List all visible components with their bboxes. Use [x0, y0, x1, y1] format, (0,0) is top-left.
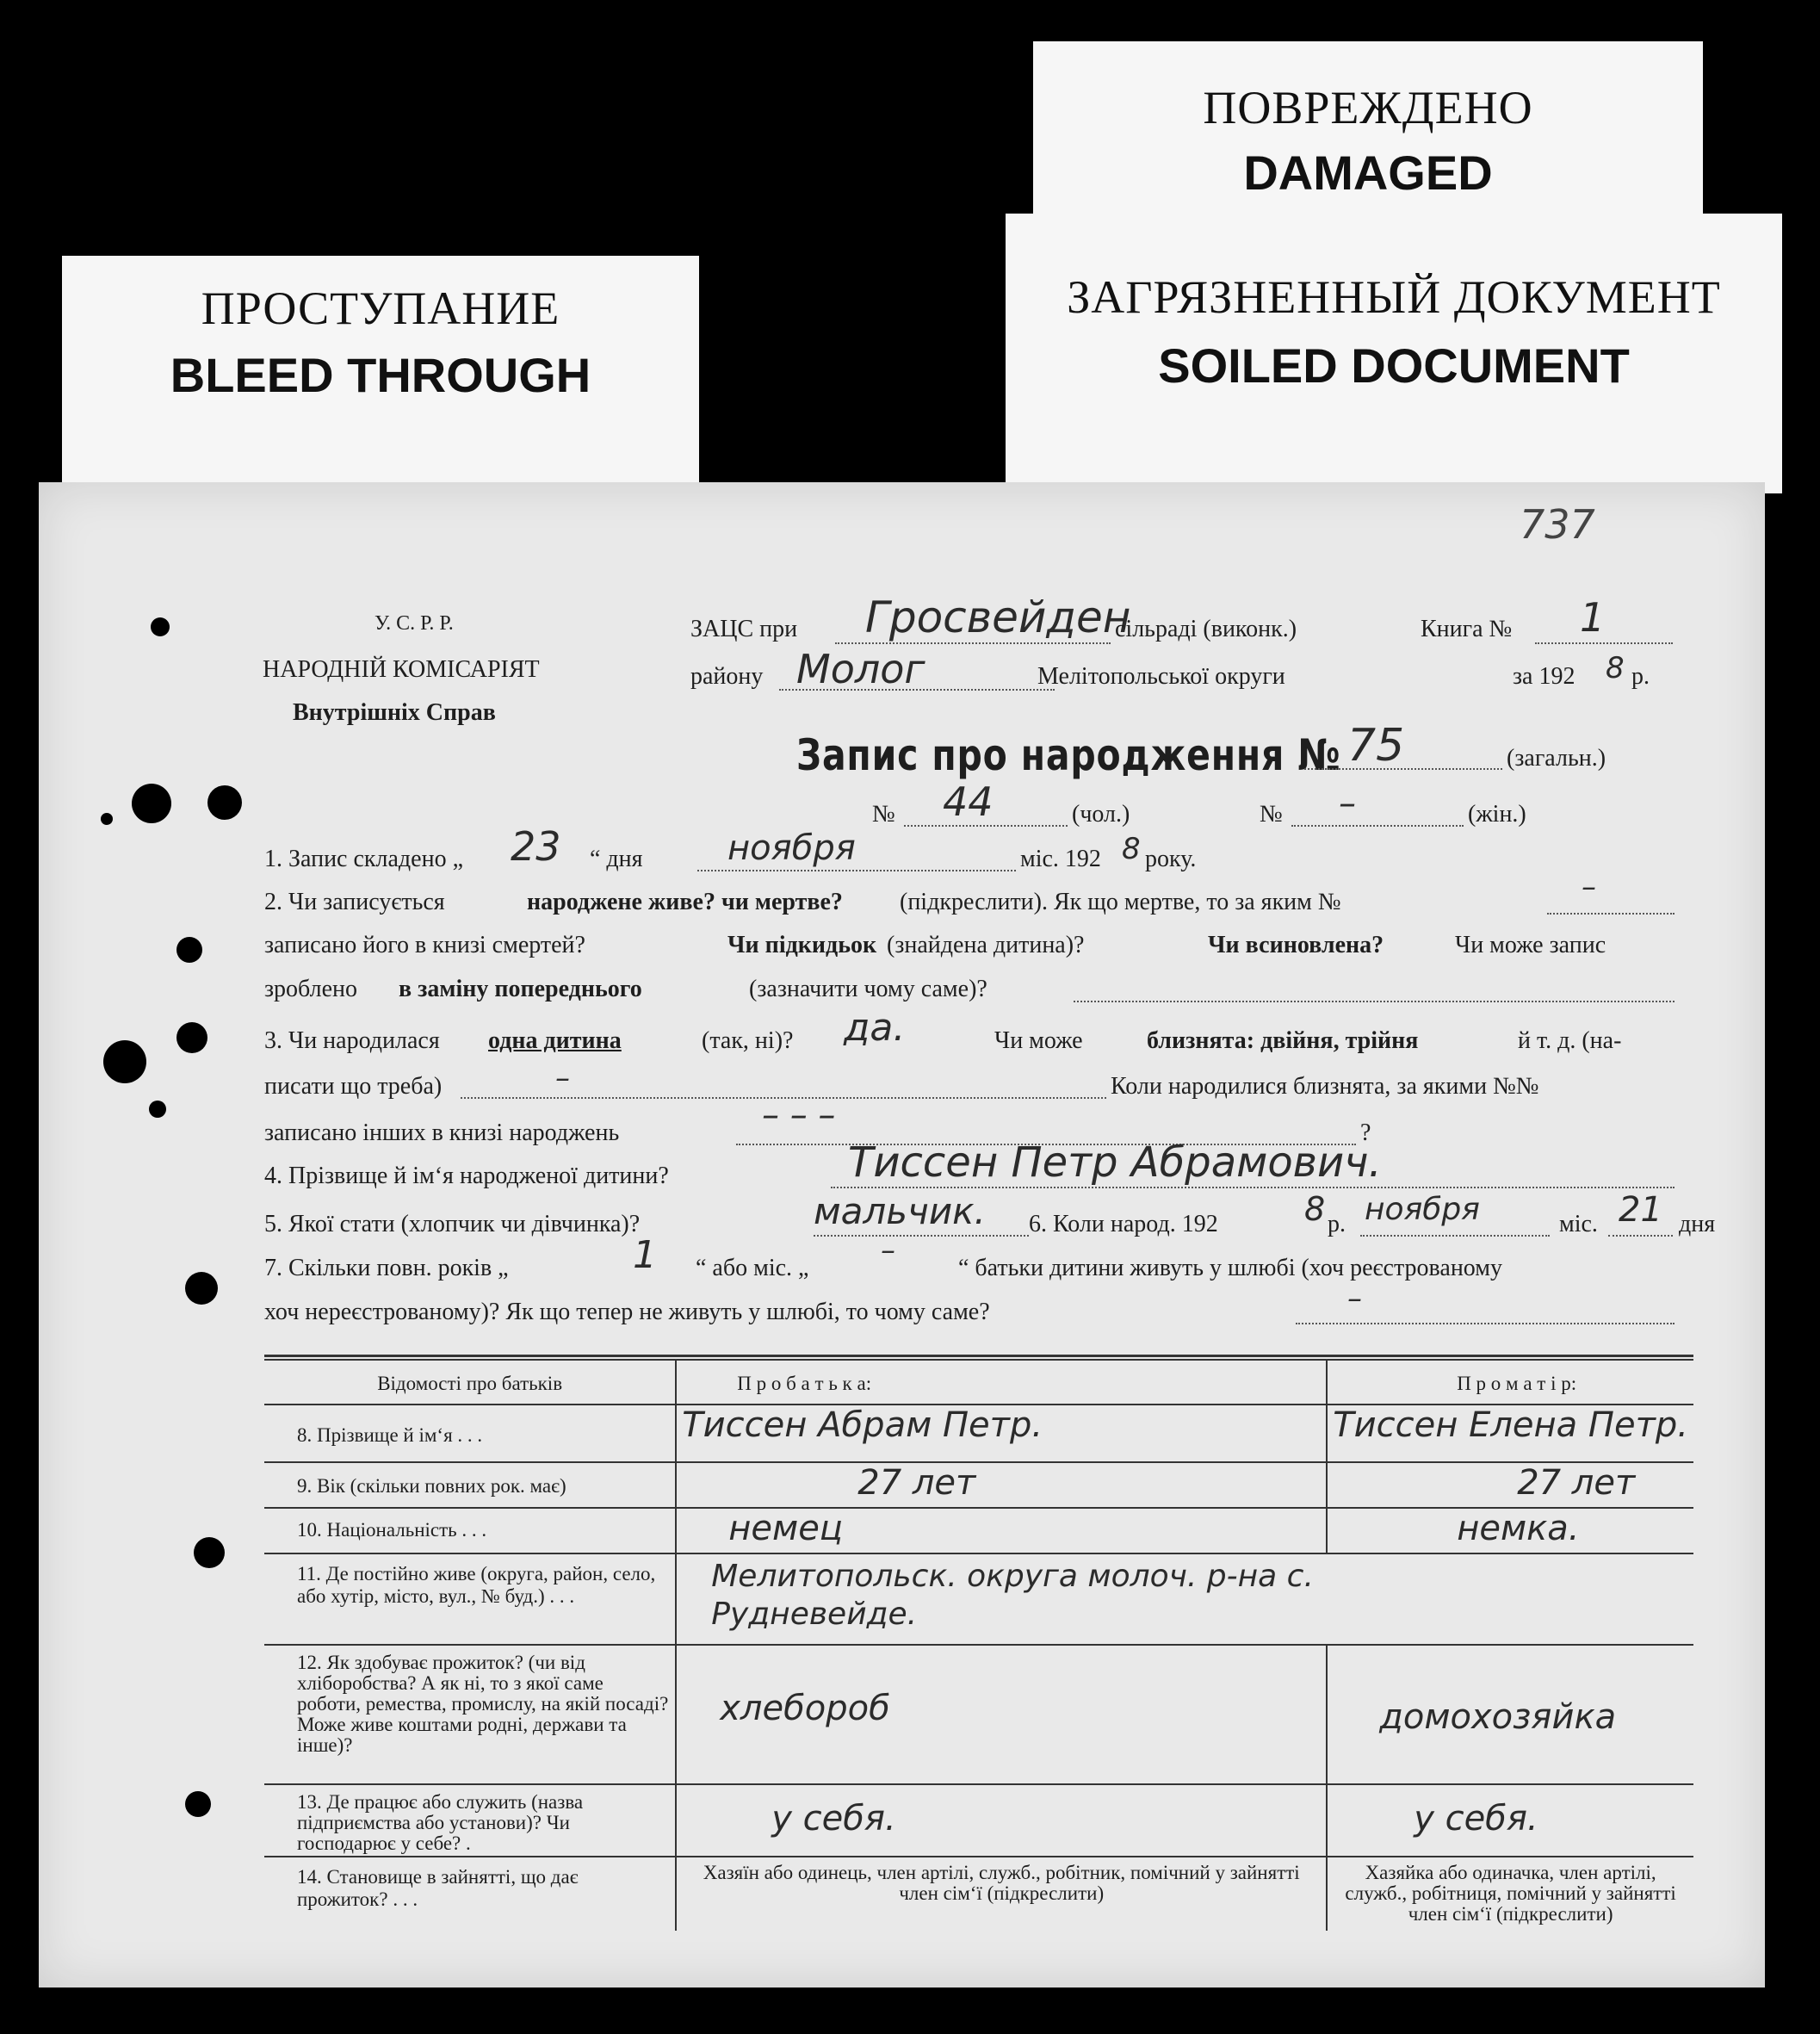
- record-title: Запис про народження №: [796, 730, 1341, 780]
- table-row: [264, 1645, 1693, 1784]
- q3-handwritten: да.: [844, 1006, 906, 1050]
- q6-year-handwritten: 8: [1304, 1190, 1326, 1228]
- q3-line2-handwritten: –: [555, 1061, 570, 1095]
- zags-suffix: сільраді (виконк.): [1115, 616, 1297, 642]
- punch-hole: [185, 1272, 218, 1305]
- q1-year-prefix: міс. 192: [1020, 846, 1101, 872]
- q3-tail: й т. д. (на-: [1518, 1027, 1622, 1054]
- father-workplace-handwritten: у себя.: [771, 1799, 896, 1839]
- header-usrr: У. С. Р. Р.: [375, 612, 454, 635]
- q2-live-or-dead: народжене живе? чи мертве?: [527, 889, 843, 915]
- q2-line3-a: зроблено: [264, 976, 357, 1002]
- q3-yes-no: (так, ні)?: [702, 1027, 794, 1054]
- punch-hole: [101, 813, 113, 825]
- female-number-handwritten: –: [1339, 784, 1356, 823]
- q4-child-name-handwritten: Тиссен Петр Абрамович.: [848, 1138, 1382, 1187]
- label-soiled-ru: ЗАГРЯЗНЕННЫЙ ДОКУМЕНТ: [1067, 271, 1721, 323]
- male-no: №: [872, 801, 895, 828]
- q7-tail: “ батьки дитини живуть у шлюбі (хоч реєстрованому: [958, 1255, 1502, 1281]
- q3-line2-a: писати що треба): [264, 1073, 443, 1100]
- q3-label: 3. Чи народилася: [264, 1027, 440, 1054]
- row-label-age: 9. Вік (скільки повних рок. має): [264, 1462, 676, 1508]
- label-damaged: [1033, 41, 1703, 224]
- year-handwritten: 8: [1606, 651, 1625, 685]
- row-label-workplace: 13. Де працює або служить (назва підприємства або установи)? Чи господарює у себе? .: [264, 1784, 676, 1857]
- q6-label: 6. Коли народ. 192: [1029, 1211, 1218, 1237]
- page-number-handwritten: 737: [1520, 501, 1595, 548]
- father-livelihood-handwritten: хлебороб: [720, 1689, 890, 1728]
- col-header-father: П р о б а т ь к а:: [676, 1360, 1327, 1405]
- mother-age-handwritten: 27 лет: [1517, 1463, 1636, 1503]
- q2-line2-a: записано його в книзі смертей?: [264, 932, 585, 958]
- female-label: (жін.): [1468, 801, 1526, 828]
- q6-day-handwritten: 21: [1619, 1190, 1662, 1230]
- punch-hole: [103, 1040, 146, 1083]
- record-total-label: (загальн.): [1507, 745, 1606, 772]
- q6-day-label: дня: [1679, 1211, 1716, 1237]
- table-row: [264, 1405, 1693, 1462]
- q2-foundling-note: (знайдена дитина)?: [887, 932, 1085, 958]
- mother-livelihood-handwritten: домохозяйка: [1379, 1697, 1617, 1737]
- q7-months-label: “ або міс. „: [696, 1255, 809, 1281]
- record-number-handwritten: 75: [1347, 720, 1405, 772]
- q7-label: 7. Скільки повн. років „: [264, 1255, 509, 1281]
- dotted-line: [697, 870, 1016, 871]
- q4-label: 4. Прізвище й ім‘я народженої дитини?: [264, 1163, 669, 1189]
- q1-day-handwritten: 23: [511, 823, 561, 870]
- label-soiled-en: SOILED DOCUMENT: [1158, 338, 1630, 393]
- residence-handwritten: Мелитопольск. округа молоч. р-на с. Рудневейде.: [711, 1559, 1314, 1632]
- q2-foundling: Чи підкидьок: [727, 932, 877, 958]
- col-header-mother: П р о м а т і р:: [1327, 1360, 1693, 1405]
- label-bleed-through: [62, 256, 699, 493]
- dotted-line: [831, 1187, 1675, 1188]
- q1-year-handwritten: 8: [1122, 832, 1141, 866]
- col-header-info: Відомості про батьків: [264, 1360, 676, 1405]
- table-row: [264, 1784, 1693, 1857]
- okruga: Мелітопольської округи: [1037, 663, 1285, 690]
- dotted-line: [1291, 825, 1464, 827]
- punch-hole: [185, 1791, 211, 1817]
- father-position-options: Хазяїн або одинець, член артілі, служб., робітник, помічний у зайнятті член сім‘ї (підкреслити): [676, 1857, 1327, 1931]
- q2-adopted: Чи всиновлена?: [1208, 932, 1384, 958]
- q3-maybe: Чи може: [994, 1027, 1083, 1054]
- header-dept: Внутрішніх Справ: [293, 699, 496, 726]
- parents-table: [264, 1359, 1693, 1931]
- q3-twins: близнята: двійня, трійня: [1147, 1027, 1419, 1054]
- q1-label: 1. Запис складено „: [264, 846, 463, 872]
- father-age-handwritten: 27 лет: [857, 1463, 976, 1503]
- dotted-line: [1296, 1323, 1675, 1324]
- dotted-line: [814, 1235, 1029, 1237]
- row-label-livelihood: 12. Як здобуває прожиток? (чи від хліборобства? А як ні, то з якої саме роботи, ремества, промислу, на якій посаді? Може живе коштами родні, держави та інше)?: [264, 1645, 676, 1784]
- q6-year-suffix: р.: [1328, 1211, 1346, 1237]
- dotted-line: [1535, 642, 1673, 644]
- q2-replacement: в заміну попереднього: [399, 976, 642, 1002]
- q3-line3-a: записано інших в книзі народжень: [264, 1119, 620, 1146]
- row-label-nationality: 10. Національність . . .: [264, 1508, 676, 1553]
- raion-handwritten: Молог: [796, 646, 925, 692]
- header-commissariat: НАРОДНІЙ КОМІСАРІЯТ: [263, 656, 540, 683]
- label-damaged-en: DAMAGED: [1243, 146, 1493, 200]
- punch-hole: [132, 784, 171, 823]
- year-suffix: р.: [1631, 663, 1650, 690]
- table-row: [264, 1857, 1693, 1931]
- mother-surname-handwritten: Тиссен Елена Петр.: [1333, 1405, 1688, 1445]
- punch-hole: [151, 617, 170, 636]
- dotted-line: [904, 825, 1068, 827]
- punch-hole: [176, 937, 202, 963]
- q2-tail: (підкреслити). Як що мертве, то за яким №: [900, 889, 1341, 915]
- birth-record-form: [39, 482, 1765, 1987]
- q3-line2-b: Коли народилися близнята, за якими №№: [1111, 1073, 1539, 1100]
- mother-position-options: Хазяйка або одиначка, член артілі, служб., робітниця, помічний у зайнятті член сім‘ї (підкреслити): [1327, 1857, 1693, 1931]
- label-soiled: [1006, 214, 1782, 493]
- table-header-row: [264, 1360, 1693, 1405]
- table-row: [264, 1462, 1693, 1508]
- q6-month-handwritten: ноября: [1365, 1192, 1480, 1227]
- punch-hole: [176, 1022, 207, 1053]
- q2-handwritten: –: [1582, 870, 1596, 904]
- q5-label: 5. Якої стати (хлопчик чи дівчинка)?: [264, 1211, 641, 1237]
- q6-month-label: міс.: [1559, 1211, 1598, 1237]
- dotted-line: [835, 642, 1111, 644]
- row-label-residence: 11. Де постійно живе (округа, район, село, або хутір, місто, вул., № буд.) . . .: [264, 1553, 676, 1645]
- male-number-handwritten: 44: [943, 778, 994, 825]
- label-damaged-ru: ПОВРЕЖДЕНО: [1203, 82, 1533, 133]
- father-surname-handwritten: Тиссен Абрам Петр.: [682, 1405, 1043, 1445]
- label-bleed-en: BLEED THROUGH: [170, 348, 591, 402]
- dotted-line: [1608, 1235, 1673, 1237]
- book-label: Книга №: [1421, 616, 1513, 642]
- q2-line3-c: (зазначити чому саме)?: [749, 976, 987, 1002]
- punch-hole: [207, 785, 242, 820]
- year-prefix: за 192: [1513, 663, 1575, 690]
- female-no: №: [1260, 801, 1283, 828]
- mother-nationality-handwritten: немка.: [1457, 1509, 1580, 1548]
- zags-handwritten: Гросвейден: [865, 592, 1131, 642]
- table-row: [264, 1508, 1693, 1553]
- q7-months-handwritten: –: [881, 1233, 895, 1268]
- q1-year-suffix: року.: [1145, 846, 1197, 872]
- male-label: (чол.): [1072, 801, 1130, 828]
- q7-line2: хоч нереєстрованому)? Як що тепер не живуть у шлюбі, то чому саме?: [264, 1299, 990, 1325]
- mother-workplace-handwritten: у себя.: [1414, 1799, 1538, 1839]
- zags-prefix: ЗАЦС при: [690, 616, 798, 642]
- raion-prefix: району: [690, 663, 764, 690]
- q1-month-handwritten: ноября: [727, 828, 856, 868]
- q3-line3-b: ?: [1360, 1119, 1371, 1146]
- father-nationality-handwritten: немец: [728, 1509, 844, 1548]
- q5-sex-handwritten: мальчик.: [814, 1190, 986, 1232]
- table-row: [264, 1553, 1693, 1645]
- q7-years-handwritten: 1: [633, 1233, 657, 1277]
- dotted-line: [1547, 913, 1675, 915]
- book-handwritten: 1: [1580, 594, 1606, 641]
- row-label-surname: 8. Прізвище й ім‘я . . .: [264, 1405, 676, 1462]
- dotted-line: [1360, 1235, 1550, 1237]
- punch-hole: [194, 1537, 225, 1568]
- q2-label: 2. Чи записується: [264, 889, 445, 915]
- q3-one-child: одна дитина: [488, 1027, 622, 1054]
- q2-line2-e: Чи може запис: [1455, 932, 1606, 958]
- dotted-line: [1074, 1001, 1675, 1002]
- q3-line3-handwritten: – – –: [762, 1095, 836, 1135]
- table-top-rule: [264, 1355, 1693, 1357]
- label-bleed-ru: ПРОСТУПАНИЕ: [201, 282, 560, 334]
- row-label-position: 14. Становище в зайнятті, що дає прожиток? . . .: [264, 1857, 676, 1931]
- q1-day-suffix: “ дня: [590, 846, 643, 872]
- q7-line2-handwritten: –: [1347, 1281, 1362, 1316]
- punch-hole: [149, 1101, 166, 1118]
